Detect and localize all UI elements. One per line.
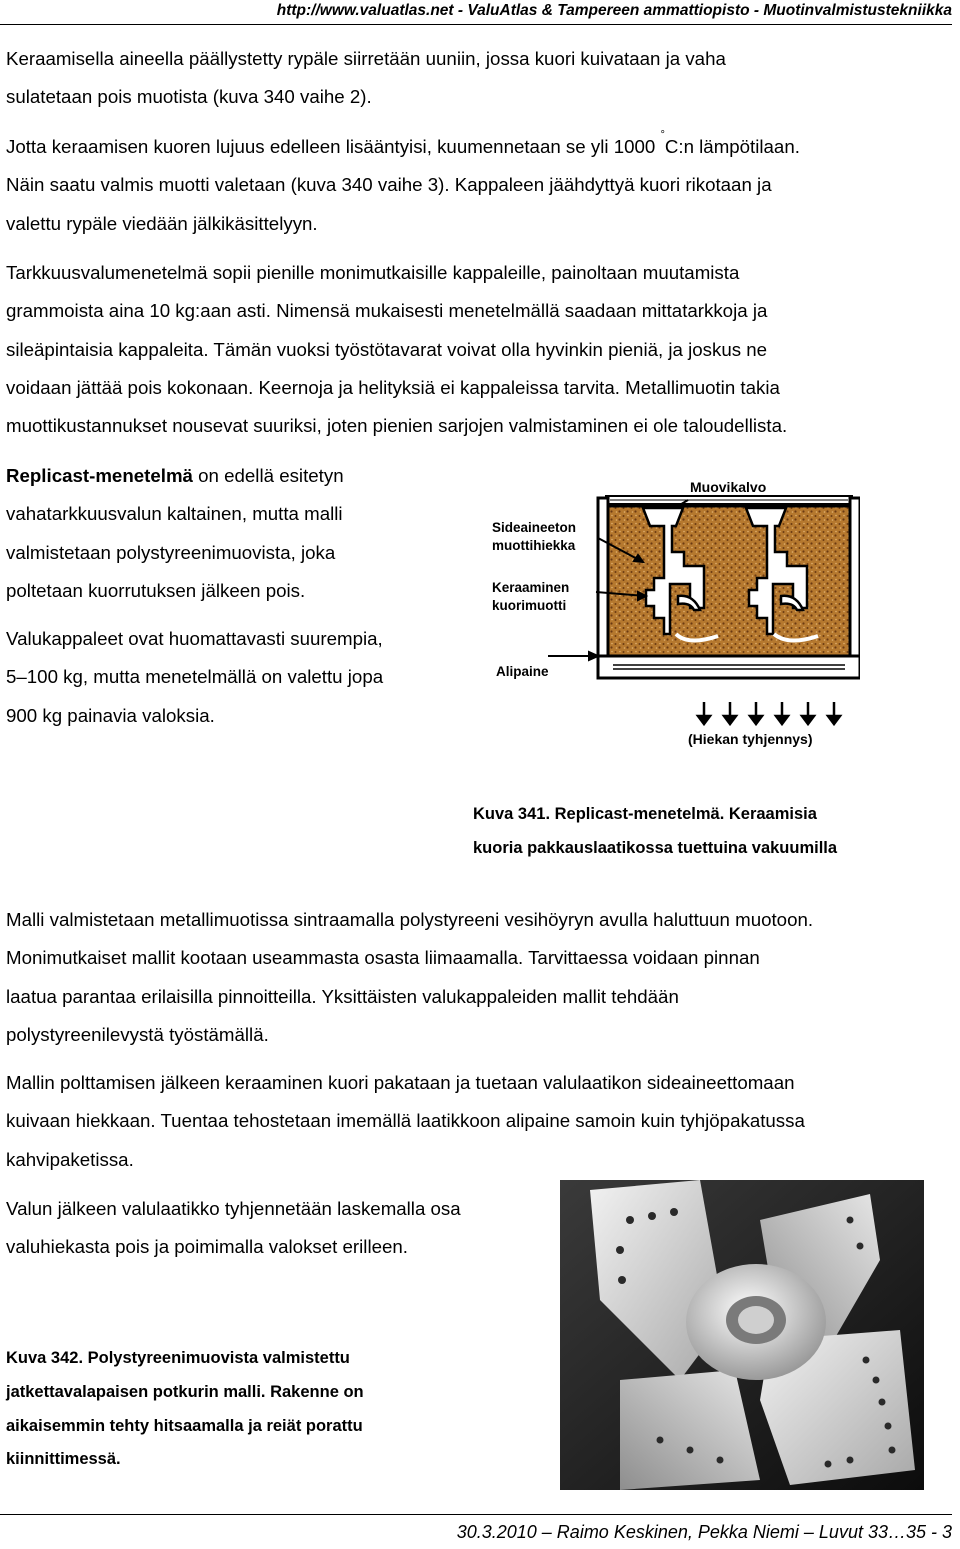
paragraph-line: Monimutkaiset mallit kootaan useammasta osasta liimaamalla. Tarvittaessa voidaan pinnan	[6, 947, 760, 969]
paragraph-line: valmistetaan polystyreenimuovista, joka	[6, 541, 336, 563]
figure-342-caption	[6, 1342, 364, 1477]
paragraph-1	[6, 40, 726, 117]
page-header	[0, 0, 952, 25]
paragraph-line: vahatarkkuusvalun kaltainen, mutta malli	[6, 503, 343, 525]
caption-line: kiinnittimessä.	[6, 1450, 121, 1469]
label-muottihiekka: muottihiekka	[492, 538, 576, 553]
propeller-model-photo	[560, 1180, 924, 1490]
paragraph-5	[6, 620, 383, 735]
text-span: on edellä esitetyn	[192, 465, 344, 486]
paragraph-4	[6, 457, 344, 610]
paragraph-line: sileäpintaisia kappaleita. Tämän vuoksi työstötavarat voivat olla hyvinkin pieniä, ja joskus ne	[6, 338, 768, 360]
header-url: http://www.valuatlas.net - ValuAtlas & Tampereen ammattiopisto - Muotinvalmistustekniikka	[276, 2, 952, 19]
degree-sign: °	[660, 129, 665, 141]
paragraph-line: Mallin polttamisen jälkeen keraaminen kuori pakataan ja tuetaan valulaatikon sideaineettomaan	[6, 1072, 795, 1093]
replicast-diagram	[478, 466, 860, 756]
paragraph-line	[6, 457, 344, 495]
caption-line: Kuva 341. Replicast-menetelmä. Keraamisia	[473, 805, 817, 823]
paragraph-line: voidaan jättää pois kokonaan. Keernoja ja helityksiä ei kappaleissa tarvita. Metallimuotin takia	[6, 376, 780, 398]
label-alipaine: Alipaine	[496, 664, 549, 679]
paragraph-line: Tarkkuusvalumenetelmä sopii pienille monimutkaisille kappaleille, painoltaan muutamista	[6, 262, 740, 283]
paragraph-line	[6, 128, 800, 166]
paragraph-line: Keraamisella aineella päällystetty rypäle siirretään uuniin, jossa kuori kuivataan ja vaha	[6, 48, 726, 69]
paragraph-line: polystyreenilevystä työstämällä.	[6, 1023, 269, 1045]
blade-bottom-left	[620, 1370, 760, 1490]
paragraph-line: 900 kg painavia valoksia.	[6, 704, 215, 726]
paragraph-line: laatua parantaa erilaisilla pinnoitteilla. Yksittäisten valukappaleiden mallit tehdään	[6, 985, 679, 1007]
paragraph-8	[6, 1190, 461, 1267]
paragraph-line: Malli valmistetaan metallimuotissa sintraamalla polystyreeni vesihöyryn avulla haluttuun muotoon.	[6, 909, 814, 930]
label-sideaineeton: Sideaineeton	[492, 520, 577, 535]
paragraph-line: 5–100 kg, mutta menetelmällä on valettu jopa	[6, 666, 384, 688]
paragraph-3	[6, 254, 787, 445]
paragraph-line: sulatetaan pois muotista (kuva 340 vaihe 2).	[6, 86, 372, 108]
caption-line: Kuva 342. Polystyreenimuovista valmistettu	[6, 1349, 350, 1367]
text-span: C:n lämpötilaan.	[664, 136, 800, 157]
paragraph-line: Valun jälkeen valulaatikko tyhjennetään laskemalla osa	[6, 1198, 461, 1219]
caption-line: kuoria pakkauslaatikossa tuettuina vakuumilla	[473, 838, 838, 857]
label-muovikalvo: Muovikalvo	[690, 479, 767, 495]
label-hiekan-tyhjennys: (Hiekan tyhjennys)	[688, 731, 813, 747]
paragraph-line: kuivaan hiekkaan. Tuentaa tehostetaan imemällä laatikkoon alipaine samoin kuin tyhjöpakatussa	[6, 1110, 805, 1132]
paragraph-line: kahvipaketissa.	[6, 1148, 134, 1170]
label-keraaminen: Keraaminen	[492, 580, 570, 595]
paragraph-line: valuhiekasta pois ja poimimalla valokset erilleen.	[6, 1236, 408, 1258]
paragraph-line: grammoista aina 10 kg:aan asti. Nimensä mukaisesti menetelmällä saadaan mittatarkkoja ja	[6, 300, 768, 322]
paragraph-line: valettu rypäle viedään jälkikäsittelyyn.	[6, 212, 318, 234]
paragraph-line: poltetaan kuorrutuksen jälkeen pois.	[6, 579, 306, 601]
page-footer	[0, 1514, 952, 1541]
figure-341-caption	[473, 798, 837, 866]
replicast-term: Replicast-menetelmä	[6, 465, 193, 486]
paragraph-line: Näin saatu valmis muotti valetaan (kuva 340 vaihe 3). Kappaleen jäähdyttyä kuori rikotaan ja	[6, 174, 772, 196]
text-span: Jotta keraamisen kuoren lujuus edelleen lisääntyisi, kuumennetaan se yli 1000	[6, 136, 661, 157]
footer-text: 30.3.2010 – Raimo Keskinen, Pekka Niemi – Luvut 33…35 - 3	[456, 1522, 952, 1542]
paragraph-line: Valukappaleet ovat huomattavasti suurempia,	[6, 628, 383, 649]
caption-line: aikaisemmin tehty hitsaamalla ja reiät porattu	[6, 1416, 363, 1435]
paragraph-line: muottikustannukset nousevat suuriksi, joten pienien sarjojen valmistaminen ei ole taloudellista.	[6, 415, 788, 437]
caption-line: jatkettavalapaisen potkurin malli. Rakenne on	[6, 1382, 364, 1401]
flask-box	[598, 496, 860, 678]
label-kuorimuotti: kuorimuotti	[492, 598, 567, 613]
down-arrows	[698, 702, 840, 724]
paragraph-6	[6, 901, 813, 1054]
paragraph-7	[6, 1064, 805, 1179]
paragraph-2	[6, 128, 800, 243]
